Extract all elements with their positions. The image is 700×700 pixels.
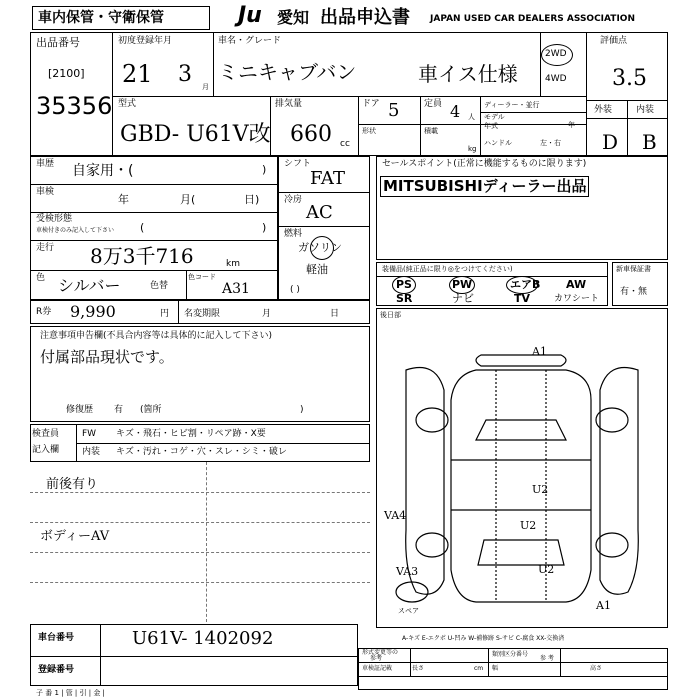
ownership-label: 受検形態 <box>36 214 73 224</box>
interior-damage-label: 内装 <box>82 447 101 457</box>
cert-note-label: 車検証記載 <box>362 665 393 672</box>
lot-label: 出品番号 <box>36 36 80 49</box>
bottom-misc: 子 番 1 | 管 | 引 | 金 | <box>36 689 105 697</box>
name-change-month: 月 <box>262 309 272 319</box>
exterior-grade: D <box>602 130 619 154</box>
shift-value: FAT <box>310 168 345 189</box>
form-title: 出品申込書 <box>320 7 410 28</box>
model-value: GBD- U61V改 <box>120 122 271 147</box>
damage-mark-u2-lower: U2 <box>538 563 555 576</box>
inspector-entry-label: 記入欄 <box>32 445 60 455</box>
load-label: 積載 <box>424 127 438 135</box>
displacement-label: 排気量 <box>275 99 303 109</box>
car-diagram <box>376 330 668 620</box>
equipment-ps: PS <box>396 278 412 291</box>
interior-grade: B <box>642 130 657 154</box>
color-code: A31 <box>222 281 250 297</box>
chassis-label: 車台番号 <box>38 633 75 643</box>
interior-label: 内装 <box>636 105 655 115</box>
shift-label: シフト <box>284 159 312 169</box>
color-label: 色 <box>36 273 46 283</box>
drive-4wd: 4WD <box>545 74 567 84</box>
name-change-label: 名変期限 <box>184 309 221 319</box>
fuel-gas-circle <box>310 236 334 260</box>
displacement-value: 660 <box>290 122 332 147</box>
repair-history-box: (箇所 <box>140 405 162 415</box>
form-change-ref: 参考 <box>370 655 383 662</box>
damage-mark-va3: VA3 <box>396 565 419 578</box>
interior-damage-items: キズ・汚れ・コゲ・穴・スレ・シミ・破レ <box>116 447 287 457</box>
history-label: 車歴 <box>36 159 55 169</box>
lot-number: 35356 <box>36 92 113 120</box>
form-change-label: 形式変更等の <box>362 649 399 656</box>
handwritten-note-1: 前後有り <box>46 477 99 492</box>
selling-point-label: セールスポイント(正常に機能するものに限ります) <box>382 159 587 169</box>
selling-point-value: MITSUBISHIディーラー出品 <box>380 176 589 197</box>
capacity-unit: 人 <box>468 113 475 121</box>
model-year-label: モデル <box>484 113 505 121</box>
month-unit: 月 <box>202 83 209 91</box>
handle-options: 左・右 <box>540 139 561 147</box>
inspection-day: 日) <box>244 193 260 206</box>
fuel-diesel: 軽油 <box>306 263 328 276</box>
doors-value: 5 <box>388 100 400 121</box>
drive-circle <box>541 44 573 66</box>
equipment-seat: カワシート <box>554 294 600 304</box>
r-ticket-label: R券 <box>36 307 52 317</box>
newcar-warranty-label: 新車保証書 <box>616 265 651 273</box>
model-label: 型式 <box>118 99 137 109</box>
association-name: JAPAN USED CAR DEALERS ASSOCIATION <box>430 14 635 24</box>
length-unit: cm <box>474 665 484 672</box>
exterior-label: 外装 <box>594 105 613 115</box>
load-unit: kg <box>468 145 477 153</box>
inspector-label: 検査員 <box>32 429 60 439</box>
damage-mark-a1-bottom: A1 <box>596 599 611 612</box>
car-name: ミニキャブバン <box>218 60 357 84</box>
inspection-year: 年 <box>118 193 129 206</box>
displacement-unit: cc <box>340 139 350 149</box>
repair-history-label: 修復歴 <box>66 405 94 415</box>
equipment-airbag-circle <box>506 276 541 294</box>
height-label: 高さ <box>590 665 603 672</box>
drive-2wd: 2WD <box>545 49 567 59</box>
r-ticket-unit: 円 <box>160 309 170 319</box>
shape-label: 形状 <box>362 127 376 135</box>
damage-legend: A-キズ E-エクボ U-凹み W-補修跡 S-サビ C-腐食 XX-交換済 <box>402 635 565 642</box>
equipment-pw: PW <box>452 278 473 291</box>
fuel-gas: ガソリン <box>298 241 342 254</box>
damage-mark-u2-center: U2 <box>532 483 549 496</box>
equipment-tv: TV <box>514 292 531 305</box>
type-change-label: 類別区分番号 <box>492 651 529 658</box>
equipment-pw-circle <box>449 276 475 294</box>
history-close: ) <box>262 163 267 176</box>
ownership-close: ) <box>262 221 267 234</box>
repaint-label: 色替 <box>150 281 169 291</box>
cooler-value: AC <box>306 202 333 223</box>
storage-stamp-text: 車内保管・守衛保管 <box>38 10 164 26</box>
cooler-label: 冷房 <box>284 195 303 205</box>
history-value: 自家用・( <box>72 163 134 179</box>
equipment-ps-circle <box>392 276 416 294</box>
registration-label: 初度登録年月 <box>118 36 173 46</box>
mileage-value: 8万3千716 <box>90 244 194 268</box>
inspection-label: 車検 <box>36 187 55 197</box>
equipment-sr: SR <box>396 292 413 305</box>
rating-label: 評価点 <box>600 36 628 46</box>
type-change-ref: 参 考 <box>540 655 554 662</box>
aichi-label: 愛知 <box>277 8 310 27</box>
chassis-number: U61V- 1402092 <box>132 628 274 649</box>
notes-text: 付属部品現状です。 <box>40 348 174 366</box>
registration-year: 21 <box>122 60 153 88</box>
color-value: シルバー <box>58 276 121 295</box>
selling-point-box <box>376 156 668 260</box>
fuel-label: 燃料 <box>284 229 303 239</box>
damage-mark-a1-top: A1 <box>532 345 547 358</box>
ownership-note: 車検付きのみ記入して下さい <box>36 227 115 234</box>
equipment-aw: AW <box>566 278 587 291</box>
handwritten-note-2: ボディーAV <box>40 529 110 544</box>
model-year-label-2: 年式 <box>484 122 498 130</box>
ju-logo: Ju <box>238 3 262 28</box>
notes-label: 注意事項申告欄(不具合内容等は具体的に記入して下さい) <box>40 331 273 341</box>
handle-label: ハンドル <box>484 139 512 147</box>
registration-number-label: 登録番号 <box>38 665 75 675</box>
fw-label: FW <box>82 429 97 439</box>
length-label: 長さ <box>412 665 425 672</box>
equipment-navi: ナビ <box>452 292 474 305</box>
lot-code: [2100] <box>48 67 85 80</box>
mileage-unit: km <box>226 259 240 269</box>
registration-month: 3 <box>178 62 192 87</box>
fuel-other: ( ) <box>290 285 300 295</box>
year-unit: 年 <box>568 121 575 129</box>
damage-mark-va4: VA4 <box>384 509 407 522</box>
width-label: 幅 <box>492 665 499 672</box>
car-grade: 車イス仕様 <box>418 62 518 86</box>
color-code-label: 色コード <box>188 273 216 281</box>
capacity-value: 4 <box>450 102 461 121</box>
repair-history-close: ) <box>300 405 304 415</box>
repair-history-value: 有 <box>114 405 124 415</box>
spare-label: スペア <box>398 607 419 615</box>
damage-mark-u2-side: U2 <box>520 519 537 532</box>
rear-label: 後日部 <box>380 311 401 319</box>
capacity-label: 定員 <box>424 99 443 109</box>
r-ticket-value: 9,990 <box>70 302 116 321</box>
doors-label: ドア <box>362 99 380 109</box>
dealer-label: ディーラー・並行 <box>484 101 540 109</box>
mileage-label: 走行 <box>36 243 55 253</box>
equipment-label: 装備品(純正品に限り◎をつけてください) <box>382 265 513 273</box>
fw-items: キズ・飛石・ヒビ割・リペア跡・X要 <box>116 429 266 439</box>
newcar-warranty-options: 有・無 <box>620 287 648 297</box>
inspection-month: 月( <box>180 193 196 206</box>
name-change-day: 日 <box>330 309 340 319</box>
equipment-airbag: エアB <box>510 278 541 291</box>
rating-value: 3.5 <box>612 66 647 91</box>
ownership-open: ( <box>140 221 145 234</box>
car-name-label: 車名・グレード <box>218 36 282 46</box>
